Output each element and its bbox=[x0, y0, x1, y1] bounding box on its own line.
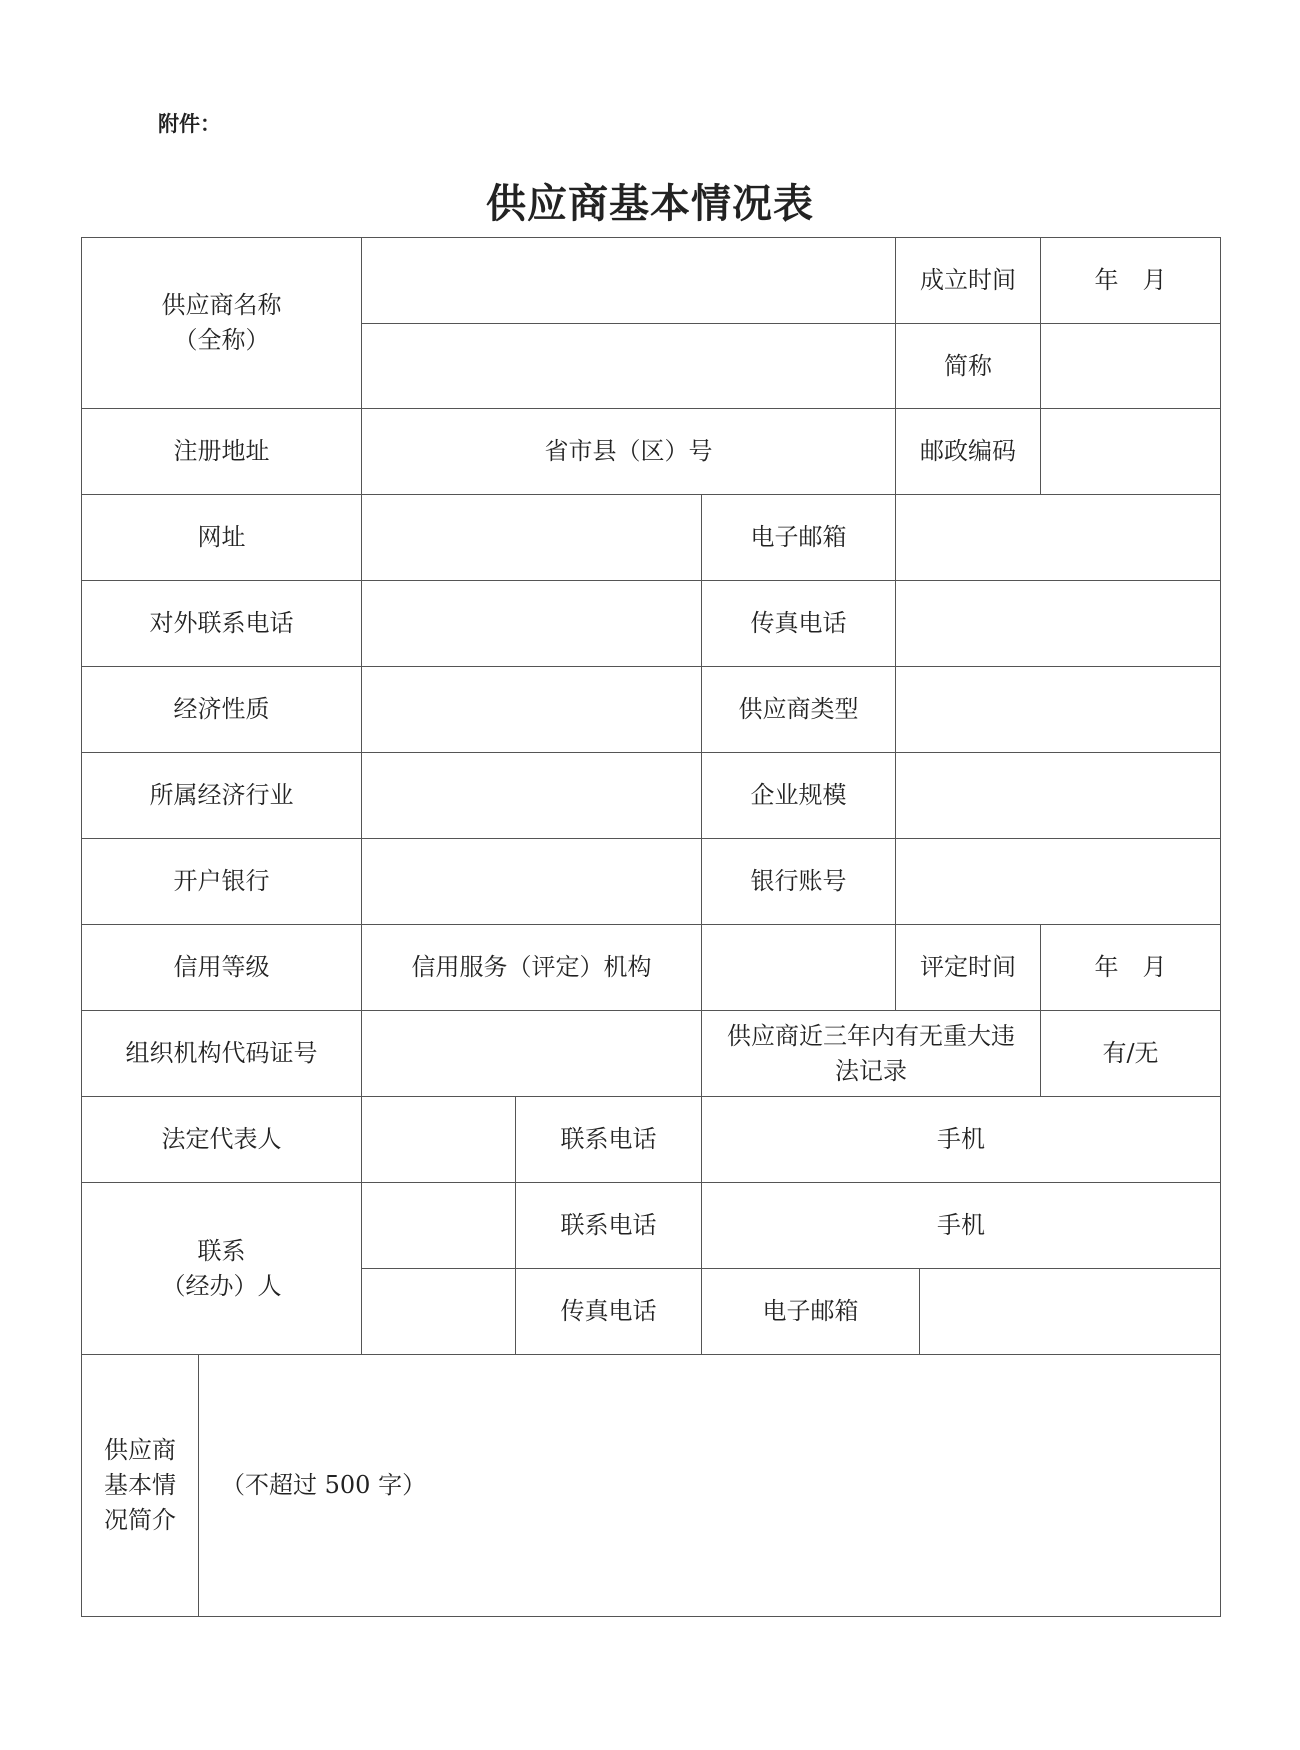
phone-field[interactable] bbox=[361, 580, 702, 667]
contact-mobile-field[interactable]: 手机 bbox=[701, 1182, 1221, 1269]
website-label: 网址 bbox=[81, 494, 362, 581]
legal-phone-label: 联系电话 bbox=[515, 1096, 702, 1183]
postcode-field[interactable] bbox=[1040, 408, 1221, 495]
attachment-label: 附件： bbox=[158, 112, 221, 136]
scale-field[interactable] bbox=[895, 752, 1221, 839]
contact-email-field[interactable] bbox=[919, 1268, 1221, 1355]
email-label: 电子邮箱 bbox=[701, 494, 896, 581]
short-name-label: 简称 bbox=[895, 323, 1041, 409]
violation-field[interactable]: 有/无 bbox=[1040, 1010, 1221, 1097]
industry-label: 所属经济行业 bbox=[81, 752, 362, 839]
contact-phone-label: 联系电话 bbox=[515, 1182, 702, 1269]
supplier-type-label: 供应商类型 bbox=[701, 666, 896, 753]
established-label: 成立时间 bbox=[895, 237, 1041, 324]
rating-time-field[interactable]: 年 月 bbox=[1040, 924, 1221, 1011]
form-title: 供应商基本情况表 bbox=[486, 181, 814, 227]
legal-rep-field[interactable] bbox=[361, 1096, 516, 1183]
supplier-name-field-2[interactable] bbox=[361, 323, 896, 409]
contact-email-label: 电子邮箱 bbox=[701, 1268, 920, 1355]
contact-name-field[interactable] bbox=[361, 1182, 516, 1269]
contact-name-field-2[interactable] bbox=[361, 1268, 516, 1355]
org-code-label: 组织机构代码证号 bbox=[81, 1010, 362, 1097]
rating-time-label: 评定时间 bbox=[895, 924, 1041, 1011]
supplier-type-field[interactable] bbox=[895, 666, 1221, 753]
bank-field[interactable] bbox=[361, 838, 702, 925]
intro-field[interactable]: （不超过 500 字） bbox=[198, 1354, 1221, 1617]
supplier-name-field[interactable] bbox=[361, 237, 896, 324]
reg-address-field[interactable]: 省市县（区）号 bbox=[361, 408, 896, 495]
contact-label: 联系 （经办）人 bbox=[81, 1182, 362, 1355]
scale-label: 企业规模 bbox=[701, 752, 896, 839]
violation-label: 供应商近三年内有无重大违法记录 bbox=[701, 1010, 1041, 1097]
postcode-label: 邮政编码 bbox=[895, 408, 1041, 495]
econ-nature-label: 经济性质 bbox=[81, 666, 362, 753]
econ-nature-field[interactable] bbox=[361, 666, 702, 753]
industry-field[interactable] bbox=[361, 752, 702, 839]
fax-label: 传真电话 bbox=[701, 580, 896, 667]
fax-field[interactable] bbox=[895, 580, 1221, 667]
legal-mobile-field[interactable]: 手机 bbox=[701, 1096, 1221, 1183]
email-field[interactable] bbox=[895, 494, 1221, 581]
bank-label: 开户银行 bbox=[81, 838, 362, 925]
legal-rep-label: 法定代表人 bbox=[81, 1096, 362, 1183]
account-label: 银行账号 bbox=[701, 838, 896, 925]
credit-agency-label: 信用服务（评定）机构 bbox=[361, 924, 702, 1011]
intro-label: 供应商 基本情 况简介 bbox=[81, 1354, 199, 1617]
website-field[interactable] bbox=[361, 494, 702, 581]
established-field[interactable]: 年 月 bbox=[1040, 237, 1221, 324]
supplier-name-label: 供应商名称 （全称） bbox=[81, 237, 362, 409]
phone-label: 对外联系电话 bbox=[81, 580, 362, 667]
credit-label: 信用等级 bbox=[81, 924, 362, 1011]
short-name-field[interactable] bbox=[1040, 323, 1221, 409]
credit-agency-field[interactable] bbox=[701, 924, 896, 1011]
org-code-field[interactable] bbox=[361, 1010, 702, 1097]
account-field[interactable] bbox=[895, 838, 1221, 925]
contact-fax-label: 传真电话 bbox=[515, 1268, 702, 1355]
reg-address-label: 注册地址 bbox=[81, 408, 362, 495]
